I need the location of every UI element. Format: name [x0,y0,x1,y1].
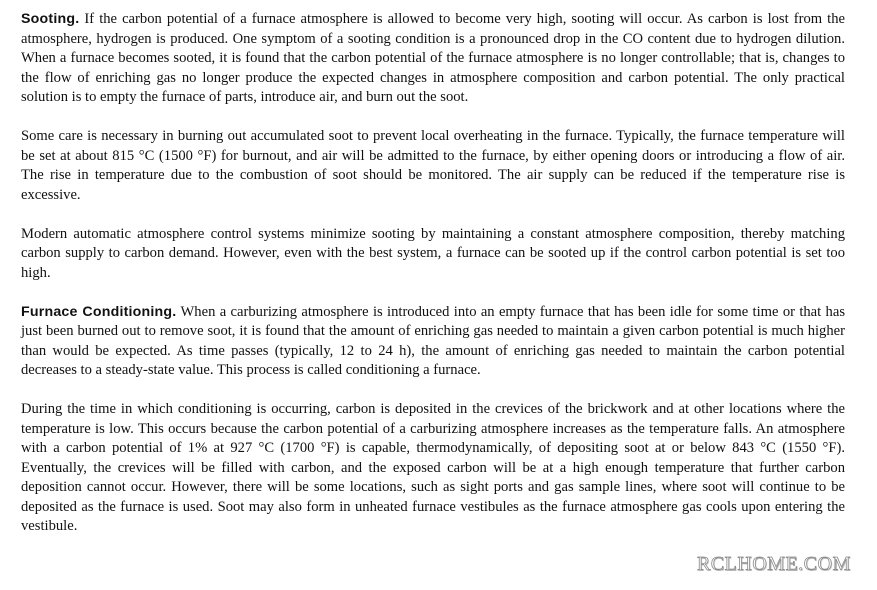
paragraph-furnace-conditioning [21,303,845,381]
paragraph-text: When a carburizing atmosphere is introduced into an empty furnace that has been idle for some time or that has just been burned out to remove soot, it is found that the amount of enriching gas needed to maintain a given carbon potential is much higher than would be expected. As time passes (typically, 12 to 24 h), the amount of enriching gas needed to maintain the carbon potential decreases to a steady-state value. This process is called conditioning a furnace. [21,303,846,378]
paragraph-text: If the carbon potential of a furnace atmosphere is allowed to become very high, sooting will occur. As carbon is lost from the atmosphere, hydrogen is produced. One symptom of a sooting condition is a pronounced drop in the CO content due to hydrogen dilution. When a furnace becomes sooted, it is found that the carbon potential of the furnace atmosphere is no longer controllable; that is, changes to the flow of enriching gas no longer produce the expected changes in atmosphere composition and carbon potential. The only practical solution is to empty the furnace of parts, introduce air, and burn out the soot. [21,11,845,105]
paragraph-burnout [21,127,845,205]
heading-sooting: Sooting. [21,11,80,27]
paragraph-text: Modern automatic atmosphere control systems minimize sooting by maintaining a constant atmosphere composition, thereby matching carbon supply to carbon demand. However, even with the best system, a furnace can be sooted up if the control carbon potential is set too high. [21,225,845,281]
heading-furnace-conditioning: Furnace Conditioning. [21,303,177,320]
paragraph-conditioning-details [21,400,845,537]
paragraph-sooting [21,10,845,108]
watermark: RCLHOME.COM [697,553,851,575]
paragraph-text: Some care is necessary in burning out accumulated soot to prevent local overheating in the furnace. Typically, the furnace temperature will be set at about 815 °C (1500 °F) for burnout, and air will be admitted to the furnace, by either opening doors or introducing a flow of air. The rise in temperature due to the combustion of soot should be monitored. The air supply can be reduced if the temperature rise is excessive. [21,128,845,203]
paragraph-text: During the time in which conditioning is occurring, carbon is deposited in the crevices of the brickwork and at other locations where the temperature is low. This occurs because the carbon potential of a carburizing atmosphere increases as the temperature falls. An atmosphere with a carbon potential of 1% at 927 °C (1700 °F) is capable, thermodynamically, of depositing soot at or below 843 °C (1550 °F). Eventually, the crevices will be filled with carbon, and the exposed carbon will be at a high enough temperature that further carbon deposition cannot occur. However, there will be some locations, such as sight ports and gas sample lines, where soot will continue to be deposited as the furnace is used. Soot may also form in unheated furnace vestibules as the furnace atmosphere gas cools upon entering the vestibule. [21,401,845,534]
paragraph-control-systems [21,225,845,284]
document-body [21,10,845,556]
